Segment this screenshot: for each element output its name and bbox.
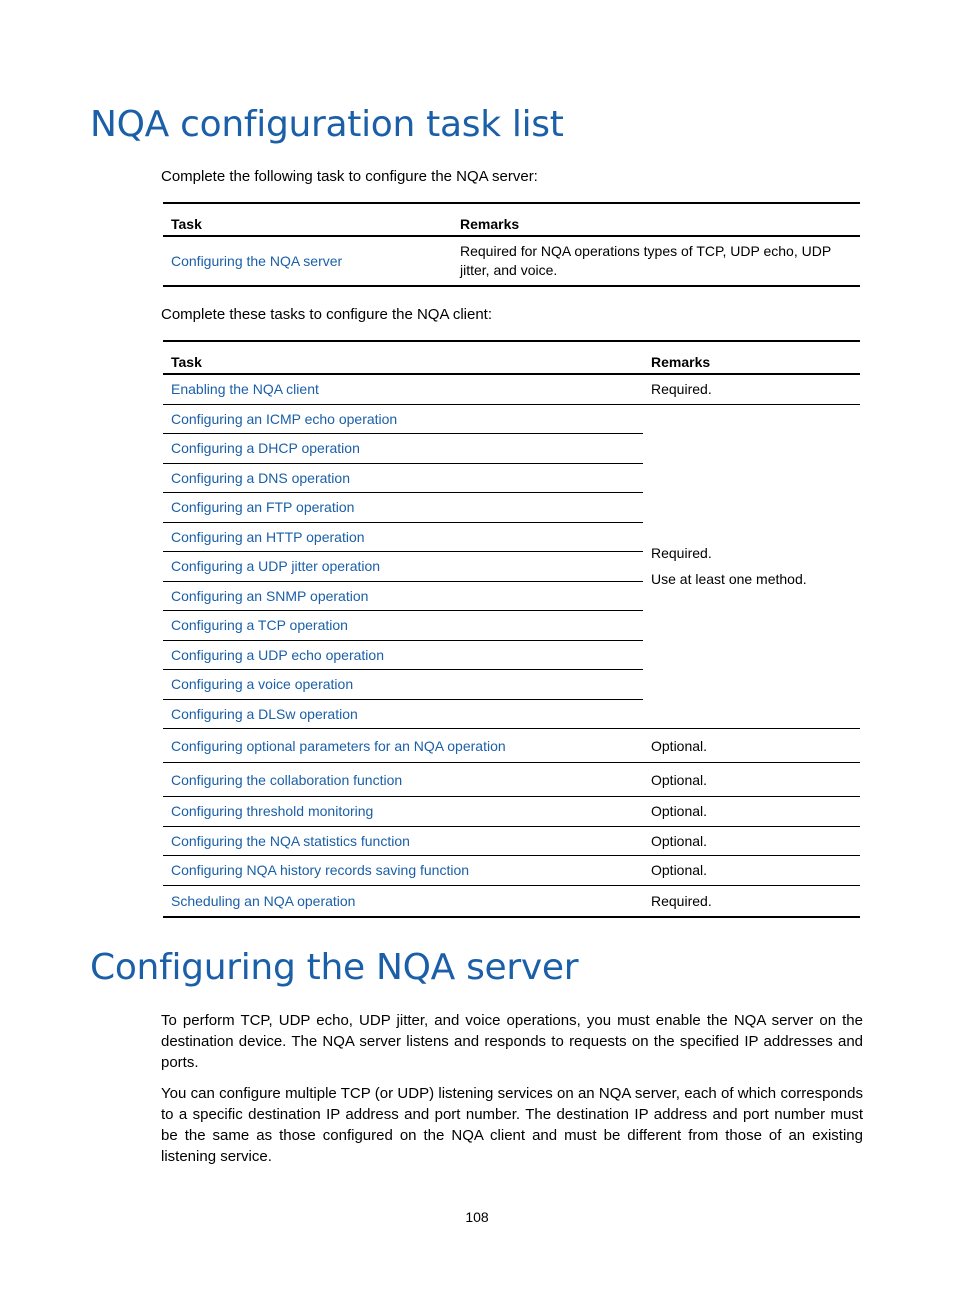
task-link[interactable]: Configuring an HTTP operation: [171, 528, 365, 545]
intro-client-text: Complete these tasks to configure the NQA client:: [161, 306, 493, 323]
merged-remarks-cell: [643, 404, 860, 729]
remarks-cell: Optional.: [643, 856, 860, 886]
remarks-cell: Optional.: [643, 797, 860, 827]
table-row: [163, 797, 860, 827]
column-header-task: Task: [163, 203, 452, 236]
task-link[interactable]: Configuring a UDP echo operation: [171, 646, 384, 663]
intro-server-text: Complete the following task to configure the NQA server:: [161, 168, 538, 185]
table-row: [163, 763, 860, 797]
remarks-cell: Required.: [643, 374, 860, 404]
task-link[interactable]: Configuring the NQA server: [171, 253, 343, 269]
table-row: [163, 236, 860, 286]
section-title-nqa-server: Configuring the NQA server: [90, 947, 579, 988]
table-row: [163, 885, 860, 917]
table-row: [163, 856, 860, 886]
task-link[interactable]: Configuring a TCP operation: [171, 617, 348, 634]
remarks-cell: Required for NQA operations types of TCP, UDP echo, UDP jitter, and voice.: [452, 236, 860, 286]
server-paragraph-2: You can configure multiple TCP (or UDP) listening services on an NQA server, each of which corresponds to a specific destination IP address and port number. The destination IP address and port number must be the same as those configured on the NQA client and must be different from those of an existing listening service.: [161, 1085, 863, 1165]
task-link[interactable]: Configuring an ICMP echo operation: [171, 410, 398, 427]
task-link[interactable]: Configuring an SNMP operation: [171, 587, 369, 604]
task-link[interactable]: Configuring a DNS operation: [171, 469, 350, 486]
column-header-task: Task: [163, 341, 643, 374]
task-link[interactable]: Scheduling an NQA operation: [171, 892, 356, 909]
task-link[interactable]: Enabling the NQA client: [171, 381, 319, 398]
task-link[interactable]: Configuring optional parameters for an NQA operation: [171, 737, 506, 754]
task-link[interactable]: Configuring the NQA statistics function: [171, 832, 410, 849]
server-paragraph-1: To perform TCP, UDP echo, UDP jitter, and voice operations, you must enable the NQA server on the destination device. The NQA server listens and responds to requests on the specified IP addresses and ports.: [161, 1012, 863, 1071]
task-link[interactable]: Configuring a DLSw operation: [171, 705, 358, 722]
remarks-cell: Optional.: [643, 763, 860, 797]
section-title-task-list: NQA configuration task list: [90, 104, 564, 145]
table-row: [163, 374, 860, 404]
table-row: [163, 729, 860, 763]
remarks-cell: Optional.: [643, 729, 860, 763]
table-row: [163, 826, 860, 856]
page-number: 108: [465, 1209, 489, 1225]
task-link[interactable]: Configuring threshold monitoring: [171, 803, 374, 820]
column-header-remarks: Remarks: [643, 341, 860, 374]
client-task-table: [163, 340, 860, 918]
task-link[interactable]: Configuring an FTP operation: [171, 499, 355, 516]
remarks-line: Required.: [651, 545, 712, 562]
remarks-cell: Optional.: [643, 826, 860, 856]
task-link[interactable]: Configuring the collaboration function: [171, 771, 403, 788]
task-link[interactable]: Configuring a voice operation: [171, 676, 354, 693]
task-link[interactable]: Configuring a DHCP operation: [171, 440, 360, 457]
remarks-cell: Required.: [643, 885, 860, 917]
task-link[interactable]: Configuring NQA history records saving function: [171, 862, 470, 879]
remarks-line: Use at least one method.: [651, 571, 807, 588]
table-row: [163, 404, 860, 434]
column-header-remarks: Remarks: [452, 203, 860, 236]
server-task-table: [163, 202, 860, 287]
task-link[interactable]: Configuring a UDP jitter operation: [171, 558, 381, 575]
